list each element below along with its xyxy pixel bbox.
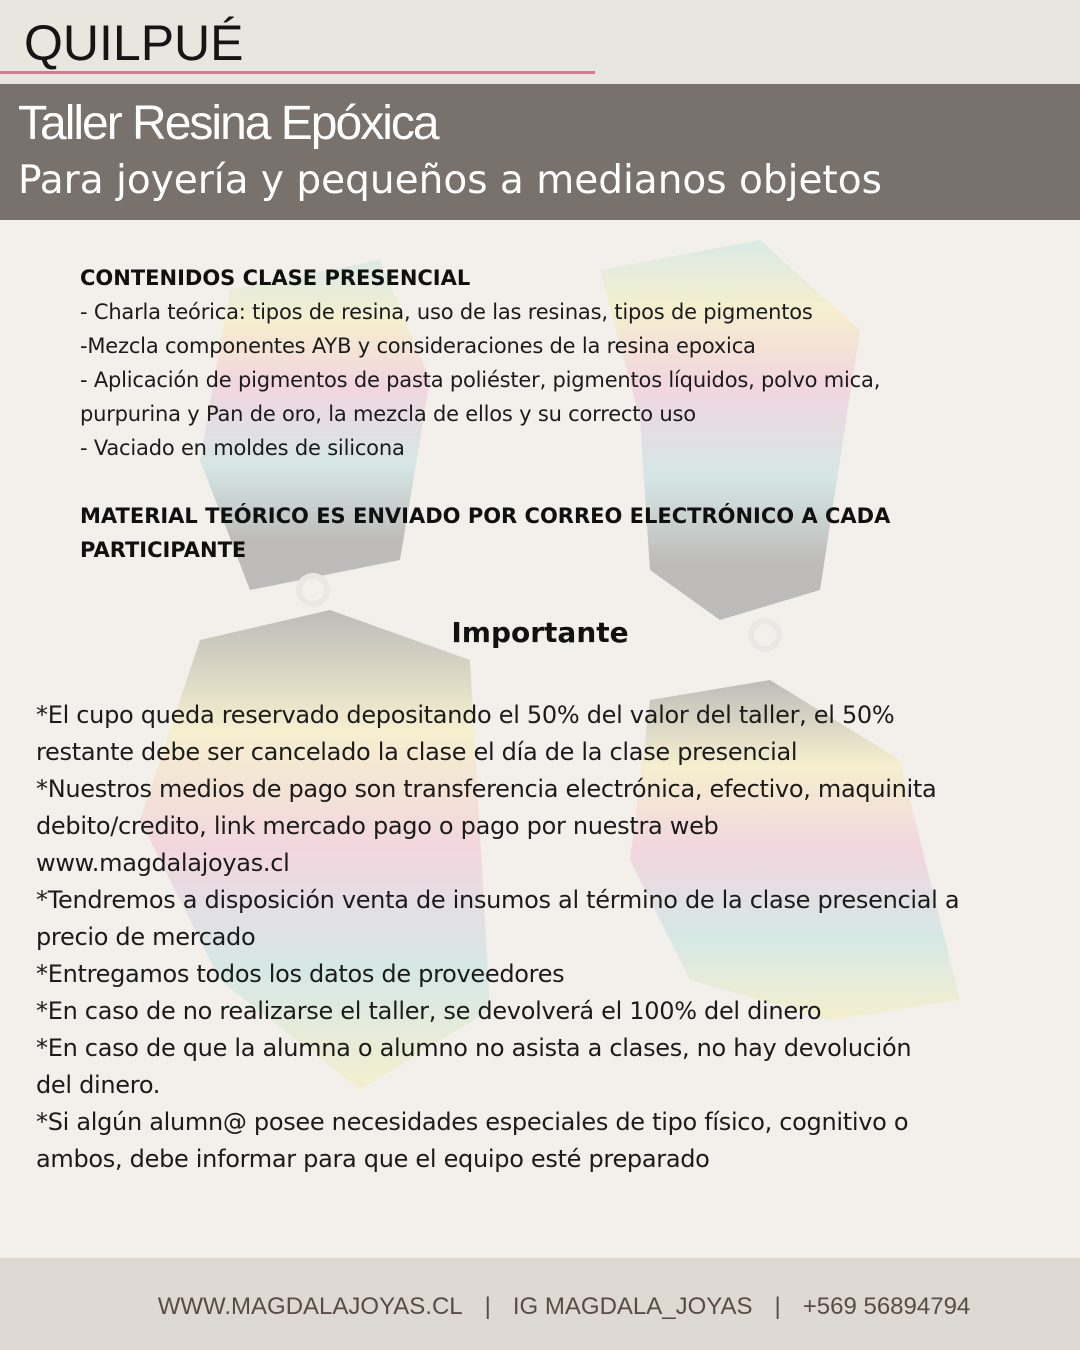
contents-line: - Vaciado en moldes de silicona	[80, 436, 405, 460]
city-title: QUILPUÉ	[24, 15, 244, 71]
workshop-subtitle: Para joyería y pequeños a medianos objetos	[18, 158, 882, 203]
footer-contact	[0, 1293, 1080, 1321]
note-line: *En caso de que la alumna o alumno no asista a clases, no hay devolución	[36, 1034, 912, 1062]
contents-line: -Mezcla componentes AYB y consideraciones de la resina epoxica	[80, 334, 756, 358]
note-line: restante debe ser cancelado la clase el día de la clase presencial	[36, 738, 798, 766]
contents-line: purpurina y Pan de oro, la mezcla de ellos y su correcto uso	[80, 402, 696, 426]
footer-separator: |	[484, 1293, 491, 1320]
footer-instagram[interactable]: IG MAGDALA_JOYAS	[512, 1293, 753, 1320]
note-line: debito/credito, link mercado pago o pago por nuestra web	[36, 812, 719, 840]
contents-heading: CONTENIDOS CLASE PRESENCIAL	[80, 266, 471, 290]
contents-line: - Charla teórica: tipos de resina, uso de las resinas, tipos de pigmentos	[80, 300, 813, 324]
note-line: *Tendremos a disposición venta de insumos al término de la clase presencial a	[36, 886, 960, 914]
contents-section	[80, 261, 1060, 465]
note-line: precio de mercado	[36, 923, 256, 951]
note-line: *Nuestros medios de pago son transferencia electrónica, efectivo, maquinita	[36, 775, 937, 803]
note-line: *Si algún alumn@ posee necesidades especiales de tipo físico, cognitivo o	[36, 1108, 909, 1136]
important-heading: Importante	[451, 616, 629, 649]
website-link[interactable]: www.magdalajoyas.cl	[36, 849, 290, 877]
note-line: ambos, debe informar para que el equipo esté preparado	[36, 1145, 710, 1173]
material-section	[80, 499, 1060, 567]
footer-phone[interactable]: +569 56894794	[802, 1293, 971, 1320]
important-notes	[36, 697, 1066, 1178]
note-line: *El cupo queda reservado depositando el 50% del valor del taller, el 50%	[36, 701, 895, 729]
note-line: *En caso de no realizarse el taller, se devolverá el 100% del dinero	[36, 997, 822, 1025]
contents-line: - Aplicación de pigmentos de pasta poliéster, pigmentos líquidos, polvo mica,	[80, 368, 881, 392]
footer-separator: |	[774, 1293, 781, 1320]
note-line: del dinero.	[36, 1071, 161, 1099]
material-line: MATERIAL TEÓRICO ES ENVIADO POR CORREO ELECTRÓNICO A CADA	[80, 504, 891, 528]
footer-website[interactable]: WWW.MAGDALAJOYAS.CL	[157, 1293, 463, 1320]
city-underline	[0, 71, 595, 74]
workshop-title: Taller Resina Epóxica	[18, 97, 438, 150]
material-line: PARTICIPANTE	[80, 538, 247, 562]
note-line: *Entregamos todos los datos de proveedores	[36, 960, 565, 988]
